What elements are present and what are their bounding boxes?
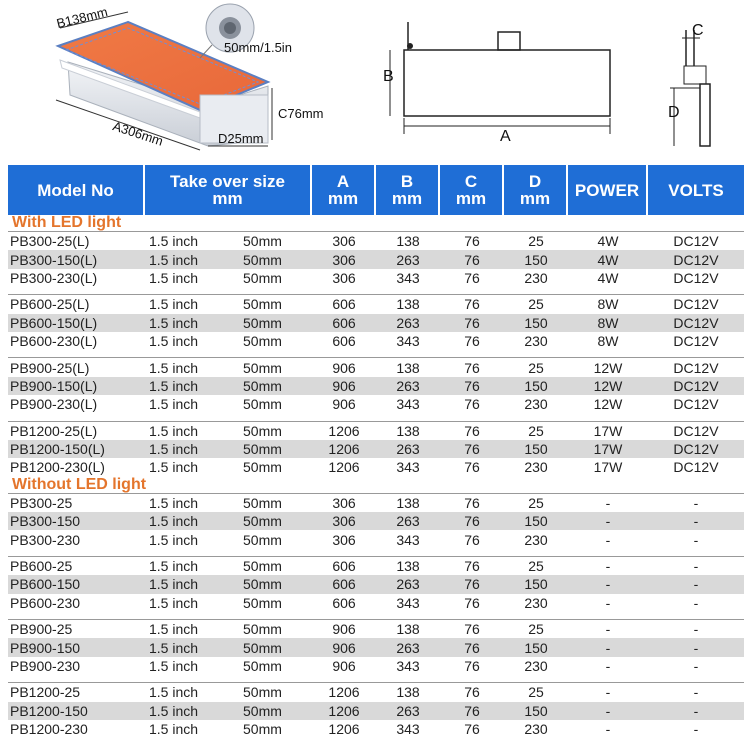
cell-d: 150 (524, 576, 548, 593)
cell-mm: 50mm (243, 639, 282, 656)
cell-model: PB900-25 (10, 621, 73, 638)
column-header (440, 165, 504, 215)
cell-power: 8W (597, 333, 619, 350)
cell-volts: - (693, 531, 699, 548)
cell-a: 306 (332, 531, 356, 548)
cell-power: 17W (593, 459, 623, 476)
cell-inch: 1.5 inch (149, 377, 199, 394)
cell-volts: - (693, 558, 699, 575)
cell-power: 12W (593, 359, 623, 376)
cell-c: 76 (464, 396, 480, 413)
diagram-label-d: D (668, 104, 680, 121)
column-header (312, 165, 376, 215)
cell-d: 150 (524, 251, 548, 268)
cell-power: - (605, 621, 611, 638)
cell-b: 263 (396, 377, 420, 394)
cell-a: 906 (332, 396, 356, 413)
cell-b: 138 (396, 296, 420, 313)
column-header-title: VOLTS (668, 180, 724, 200)
cell-volts: DC12V (673, 359, 719, 376)
cell-power: - (605, 702, 611, 719)
cell-volts: - (693, 702, 699, 719)
cell-b: 343 (396, 396, 420, 413)
cell-a: 606 (332, 296, 356, 313)
cell-model: PB300-25 (10, 494, 73, 511)
table-row (8, 638, 744, 656)
column-header-unit: mm (212, 189, 243, 208)
cell-a: 306 (332, 513, 356, 530)
cell-mm: 50mm (243, 251, 282, 268)
cell-model: PB600-25 (10, 558, 73, 575)
table-row (8, 512, 744, 530)
cell-power: - (605, 639, 611, 656)
cell-power: 12W (593, 377, 623, 394)
cell-c: 76 (464, 377, 480, 394)
cell-volts: DC12V (673, 233, 719, 250)
table-row (8, 683, 744, 701)
cell-mm: 50mm (243, 459, 282, 476)
cell-a: 906 (332, 621, 356, 638)
cell-c: 76 (464, 359, 480, 376)
spec-table (8, 165, 744, 738)
cell-power: 12W (593, 396, 623, 413)
cell-volts: - (693, 639, 699, 656)
cell-mm: 50mm (243, 441, 282, 458)
column-header-title: C (464, 172, 478, 191)
cell-d: 150 (524, 314, 548, 331)
cell-d: 230 (524, 658, 548, 674)
product-figure (0, 0, 750, 165)
cell-c: 76 (464, 658, 480, 674)
cell-volts: - (693, 658, 699, 674)
cell-model: PB900-25(L) (10, 359, 90, 376)
column-header (145, 165, 312, 215)
table-row (8, 295, 744, 313)
cell-b: 263 (396, 639, 420, 656)
cell-c: 76 (464, 684, 480, 701)
cell-model: PB600-150(L) (10, 314, 98, 331)
cell-volts: - (693, 494, 699, 511)
cell-power: - (605, 558, 611, 575)
cell-inch: 1.5 inch (149, 494, 199, 511)
cell-d: 230 (524, 396, 548, 413)
model-group (8, 556, 744, 612)
cell-a: 1206 (328, 459, 360, 476)
cell-inch: 1.5 inch (149, 513, 199, 530)
cell-power: 17W (593, 441, 623, 458)
table-row (8, 314, 744, 332)
table-body (8, 215, 744, 738)
cell-a: 606 (332, 314, 356, 331)
table-row (8, 458, 744, 476)
cell-model: PB1200-25 (10, 684, 81, 701)
cell-a: 906 (332, 658, 356, 674)
cell-a: 1206 (328, 422, 360, 439)
cell-c: 76 (464, 558, 480, 575)
cell-b: 263 (396, 441, 420, 458)
column-header (376, 165, 440, 215)
dim-depth-d: D25mm (218, 131, 264, 146)
cell-mm: 50mm (243, 269, 282, 286)
cell-power: - (605, 494, 611, 511)
diagram-label-b: B (383, 68, 394, 85)
cell-inch: 1.5 inch (149, 422, 199, 439)
cell-a: 306 (332, 233, 356, 250)
cell-power: 4W (597, 233, 619, 250)
column-header-unit: mm (455, 189, 487, 208)
cell-mm: 50mm (243, 422, 282, 439)
table-row (8, 358, 744, 376)
cell-model: PB1200-25(L) (10, 422, 98, 439)
cell-c: 76 (464, 296, 480, 313)
cell-volts: - (693, 721, 699, 738)
table-row (8, 395, 744, 413)
table-row (8, 620, 744, 638)
cell-b: 138 (396, 359, 420, 376)
cell-mm: 50mm (243, 621, 282, 638)
column-header-title: A (336, 172, 350, 191)
cell-volts: DC12V (673, 333, 719, 350)
cell-a: 906 (332, 639, 356, 656)
cell-a: 906 (332, 377, 356, 394)
table-row (8, 557, 744, 575)
cell-volts: DC12V (673, 251, 719, 268)
cell-d: 25 (528, 558, 544, 575)
cell-a: 906 (332, 359, 356, 376)
cell-model: PB600-150 (10, 576, 81, 593)
cell-model: PB300-150(L) (10, 251, 98, 268)
cell-c: 76 (464, 594, 480, 611)
column-header-title: B (400, 172, 414, 191)
column-header-title: Model No (37, 180, 114, 200)
cell-b: 138 (396, 621, 420, 638)
table-row (8, 232, 744, 250)
column-header-title: POWER (574, 180, 640, 200)
cell-c: 76 (464, 531, 480, 548)
cell-d: 150 (524, 702, 548, 719)
cell-d: 230 (524, 594, 548, 611)
cell-inch: 1.5 inch (149, 721, 199, 738)
table-row (8, 720, 744, 738)
cell-model: PB1200-150 (10, 702, 88, 719)
cell-inch: 1.5 inch (149, 621, 199, 638)
cell-a: 606 (332, 576, 356, 593)
cell-volts: DC12V (673, 422, 719, 439)
model-group (8, 294, 744, 350)
cell-inch: 1.5 inch (149, 702, 199, 719)
cell-inch: 1.5 inch (149, 684, 199, 701)
cell-c: 76 (464, 251, 480, 268)
cell-volts: - (693, 576, 699, 593)
column-header-unit: mm (519, 189, 551, 208)
cell-volts: - (693, 594, 699, 611)
cell-a: 1206 (328, 441, 360, 458)
cell-volts: DC12V (673, 314, 719, 331)
table-row (8, 269, 744, 287)
cell-model: PB600-230(L) (10, 333, 98, 350)
cell-power: 17W (593, 422, 623, 439)
cell-mm: 50mm (243, 377, 282, 394)
column-header (8, 165, 145, 215)
cell-model: PB300-150 (10, 513, 81, 530)
cell-a: 306 (332, 251, 356, 268)
cell-d: 25 (528, 494, 544, 511)
cell-c: 76 (464, 576, 480, 593)
cell-model: PB1200-230(L) (10, 459, 105, 476)
cell-d: 150 (524, 377, 548, 394)
model-group (8, 231, 744, 287)
cell-d: 230 (524, 531, 548, 548)
cell-c: 76 (464, 422, 480, 439)
cell-d: 230 (524, 269, 548, 286)
table-row (8, 657, 744, 675)
cell-a: 306 (332, 494, 356, 511)
cell-power: 8W (597, 296, 619, 313)
cell-inch: 1.5 inch (149, 459, 199, 476)
cell-b: 343 (396, 721, 420, 738)
cell-b: 343 (396, 594, 420, 611)
cell-d: 230 (524, 721, 548, 738)
model-group (8, 357, 744, 413)
cell-d: 25 (528, 359, 544, 376)
cell-b: 138 (396, 422, 420, 439)
model-group (8, 619, 744, 675)
cell-mm: 50mm (243, 576, 282, 593)
cell-inch: 1.5 inch (149, 531, 199, 548)
cell-mm: 50mm (243, 721, 282, 738)
cell-b: 263 (396, 702, 420, 719)
product-illustration (0, 0, 330, 165)
diagram-label-c: C (692, 22, 704, 39)
cell-inch: 1.5 inch (149, 269, 199, 286)
cell-inch: 1.5 inch (149, 251, 199, 268)
column-header-title: D (528, 172, 542, 191)
cell-d: 230 (524, 333, 548, 350)
cell-c: 76 (464, 441, 480, 458)
cell-mm: 50mm (243, 333, 282, 350)
cell-inch: 1.5 inch (149, 359, 199, 376)
cell-volts: - (693, 621, 699, 638)
cell-b: 263 (396, 513, 420, 530)
cell-inch: 1.5 inch (149, 658, 199, 674)
cell-model: PB300-230 (10, 531, 81, 548)
cell-volts: - (693, 513, 699, 530)
cell-b: 138 (396, 684, 420, 701)
cell-a: 306 (332, 269, 356, 286)
cell-model: PB300-25(L) (10, 233, 90, 250)
cell-model: PB900-150(L) (10, 377, 98, 394)
cell-model: PB1200-230 (10, 721, 88, 738)
cell-d: 150 (524, 639, 548, 656)
cell-volts: DC12V (673, 269, 719, 286)
cell-c: 76 (464, 333, 480, 350)
section-title: With LED light (12, 214, 122, 231)
dim-width-b: B138mm (54, 3, 110, 32)
column-header (504, 165, 568, 215)
section-title: Without LED light (12, 475, 147, 493)
cell-c: 76 (464, 621, 480, 638)
cell-d: 230 (524, 459, 548, 476)
cell-b: 138 (396, 558, 420, 575)
cell-a: 1206 (328, 721, 360, 738)
cell-inch: 1.5 inch (149, 233, 199, 250)
cell-d: 150 (524, 513, 548, 530)
cell-b: 263 (396, 251, 420, 268)
cell-mm: 50mm (243, 314, 282, 331)
cell-mm: 50mm (243, 359, 282, 376)
table-row (8, 422, 744, 440)
cell-d: 25 (528, 233, 544, 250)
cell-c: 76 (464, 513, 480, 530)
cell-b: 343 (396, 531, 420, 548)
cell-d: 25 (528, 684, 544, 701)
cell-b: 263 (396, 314, 420, 331)
dim-length-a: A306mm (110, 118, 166, 149)
table-header (8, 165, 744, 215)
cell-inch: 1.5 inch (149, 333, 199, 350)
cell-volts: DC12V (673, 459, 719, 476)
cell-d: 25 (528, 296, 544, 313)
dim-pipe: 50mm/1.5in (224, 40, 292, 55)
cell-mm: 50mm (243, 594, 282, 611)
cell-a: 606 (332, 558, 356, 575)
cell-c: 76 (464, 233, 480, 250)
cell-inch: 1.5 inch (149, 639, 199, 656)
cell-mm: 50mm (243, 296, 282, 313)
cell-mm: 50mm (243, 396, 282, 413)
cell-volts: DC12V (673, 441, 719, 458)
cell-inch: 1.5 inch (149, 576, 199, 593)
cell-model: PB900-230(L) (10, 396, 98, 413)
cell-a: 1206 (328, 702, 360, 719)
cell-c: 76 (464, 459, 480, 476)
cell-power: - (605, 684, 611, 701)
cell-mm: 50mm (243, 702, 282, 719)
cell-power: - (605, 513, 611, 530)
cell-c: 76 (464, 702, 480, 719)
table-row (8, 332, 744, 350)
cell-d: 25 (528, 621, 544, 638)
cell-a: 606 (332, 333, 356, 350)
cell-inch: 1.5 inch (149, 314, 199, 331)
cell-inch: 1.5 inch (149, 441, 199, 458)
model-group (8, 682, 744, 738)
cell-power: - (605, 658, 611, 674)
cell-mm: 50mm (243, 658, 282, 674)
cell-d: 150 (524, 441, 548, 458)
column-header-unit: mm (327, 189, 359, 208)
column-header-unit: mm (391, 189, 423, 208)
cell-b: 263 (396, 576, 420, 593)
cell-c: 76 (464, 494, 480, 511)
cell-a: 1206 (328, 684, 360, 701)
cell-power: - (605, 721, 611, 738)
cell-mm: 50mm (243, 233, 282, 250)
cell-inch: 1.5 inch (149, 594, 199, 611)
cell-inch: 1.5 inch (149, 396, 199, 413)
table-row (8, 575, 744, 593)
cell-mm: 50mm (243, 531, 282, 548)
table-row (8, 594, 744, 612)
cell-power: - (605, 531, 611, 548)
cell-d: 25 (528, 422, 544, 439)
model-group (8, 421, 744, 477)
cell-mm: 50mm (243, 684, 282, 701)
cell-volts: - (693, 684, 699, 701)
table-row (8, 702, 744, 720)
cell-c: 76 (464, 314, 480, 331)
cell-c: 76 (464, 639, 480, 656)
cell-volts: DC12V (673, 396, 719, 413)
cell-power: - (605, 594, 611, 611)
cell-model: PB900-230 (10, 658, 81, 674)
cell-power: 4W (597, 251, 619, 268)
cell-b: 343 (396, 333, 420, 350)
dim-height-c: C76mm (278, 106, 324, 121)
table-row (8, 440, 744, 458)
cell-inch: 1.5 inch (149, 296, 199, 313)
cell-b: 343 (396, 459, 420, 476)
diagram-label-a: A (500, 128, 511, 145)
cell-model: PB1200-150(L) (10, 441, 105, 458)
cell-model: PB900-150 (10, 639, 81, 656)
cell-power: 4W (597, 269, 619, 286)
cell-mm: 50mm (243, 513, 282, 530)
cell-model: PB600-25(L) (10, 296, 90, 313)
cell-b: 343 (396, 658, 420, 674)
cell-c: 76 (464, 721, 480, 738)
cell-power: 8W (597, 314, 619, 331)
cell-mm: 50mm (243, 494, 282, 511)
cell-model: PB300-230(L) (10, 269, 98, 286)
cell-volts: DC12V (673, 296, 719, 313)
cell-mm: 50mm (243, 558, 282, 575)
cell-volts: DC12V (673, 377, 719, 394)
cell-b: 343 (396, 269, 420, 286)
column-header (568, 165, 648, 215)
table-row (8, 530, 744, 548)
column-header (648, 165, 744, 215)
cell-a: 606 (332, 594, 356, 611)
table-row (8, 494, 744, 512)
table-row (8, 250, 744, 268)
cell-b: 138 (396, 233, 420, 250)
cell-inch: 1.5 inch (149, 558, 199, 575)
column-header-title: Take over size (170, 172, 285, 191)
cell-b: 138 (396, 494, 420, 511)
cell-model: PB600-230 (10, 594, 81, 611)
table-row (8, 377, 744, 395)
model-group (8, 493, 744, 549)
cell-power: - (605, 576, 611, 593)
cell-c: 76 (464, 269, 480, 286)
